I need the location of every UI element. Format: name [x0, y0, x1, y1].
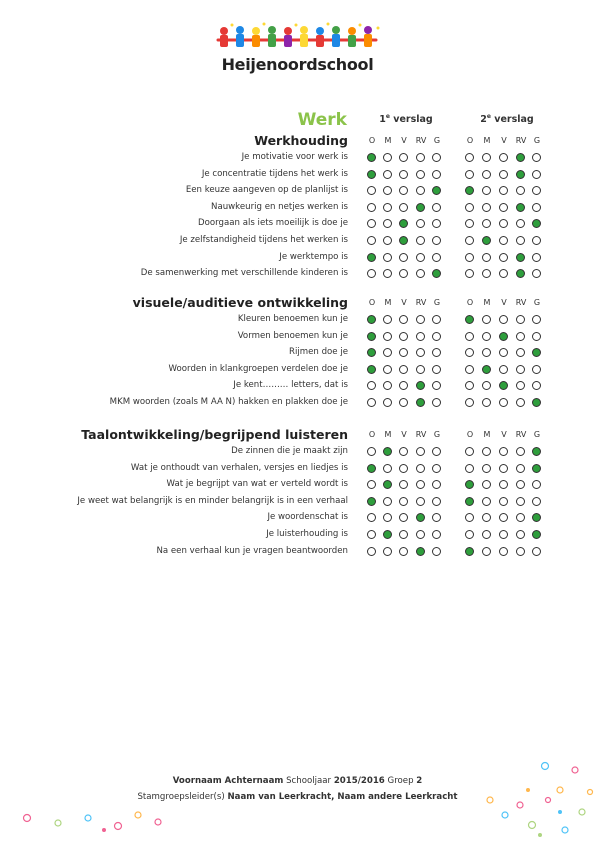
- report-1-rating-radio[interactable]: [416, 332, 425, 341]
- report-2-word: verslag: [490, 114, 534, 126]
- scale-header-1: RV: [415, 298, 427, 307]
- children-holding-hands-icon: [212, 22, 382, 56]
- criterion-label: Je kent……… letters, dat is: [233, 380, 348, 391]
- report-2-rating-radio[interactable]: [482, 513, 491, 522]
- report-2-rating-radio[interactable]: [532, 398, 541, 407]
- report-2-rating-radio[interactable]: [532, 381, 541, 390]
- report-1-word: verslag: [389, 114, 433, 126]
- report-2-rating-radio[interactable]: [482, 464, 491, 473]
- report-2-rating-radio[interactable]: [532, 365, 541, 374]
- report-1-rating-radio[interactable]: [367, 398, 376, 407]
- report-2-rating-radio[interactable]: [532, 464, 541, 473]
- report-2-rating-radio[interactable]: [465, 447, 474, 456]
- scale-header-1: O: [368, 136, 376, 145]
- scale-header-2: O: [466, 430, 474, 439]
- section-title: visuele/auditieve ontwikkeling: [132, 295, 348, 310]
- report-1-rating-radio[interactable]: [399, 186, 408, 195]
- scale-header-2: V: [501, 298, 507, 307]
- report-1-rating-radio[interactable]: [383, 186, 392, 195]
- report-1-rating-radio[interactable]: [367, 513, 376, 522]
- report-2-rating-radio[interactable]: [482, 203, 491, 212]
- report-1-rating-radio[interactable]: [416, 236, 425, 245]
- report-1-rating-radio[interactable]: [416, 497, 425, 506]
- report-1-rating-radio[interactable]: [399, 269, 408, 278]
- report-1-rating-radio[interactable]: [416, 269, 425, 278]
- report-2-rating-radio[interactable]: [482, 381, 491, 390]
- scale-header-1: G: [433, 136, 441, 145]
- report-2-rating-radio[interactable]: [516, 153, 525, 162]
- report-2-rating-radio[interactable]: [532, 513, 541, 522]
- report-1-rating-radio[interactable]: [367, 186, 376, 195]
- report-2-rating-radio[interactable]: [516, 530, 525, 539]
- report-1-rating-radio[interactable]: [367, 332, 376, 341]
- report-1-rating-radio[interactable]: [416, 480, 425, 489]
- report-1-rating-radio[interactable]: [383, 480, 392, 489]
- report-2-rating-radio[interactable]: [482, 236, 491, 245]
- report-1-rating-radio[interactable]: [416, 547, 425, 556]
- report-2-rating-radio[interactable]: [482, 186, 491, 195]
- report-2-rating-radio[interactable]: [516, 219, 525, 228]
- report-1-rating-radio[interactable]: [416, 365, 425, 374]
- criterion-label: Je weet wat belangrijk is en minder belangrijk is in een verhaal: [77, 495, 348, 506]
- report-2-rating-radio[interactable]: [516, 170, 525, 179]
- report-1-rating-radio[interactable]: [416, 398, 425, 407]
- report-2-number: 2: [480, 114, 487, 126]
- report-2-rating-radio[interactable]: [482, 153, 491, 162]
- report-2-rating-radio[interactable]: [532, 153, 541, 162]
- report-1-rating-radio[interactable]: [367, 253, 376, 262]
- scale-header-2: G: [533, 298, 541, 307]
- report-1-rating-radio[interactable]: [367, 348, 376, 357]
- scale-header-1: RV: [415, 136, 427, 145]
- footer-teacher-line: [0, 792, 595, 802]
- criterion-label: Na een verhaal kun je vragen beantwoorden: [156, 545, 348, 556]
- report-1-rating-radio[interactable]: [383, 398, 392, 407]
- report-1-rating-radio[interactable]: [383, 447, 392, 456]
- criterion-label: Je concentratie tijdens het werk is: [201, 168, 348, 179]
- report-2-rating-radio[interactable]: [499, 547, 508, 556]
- report-1-rating-radio[interactable]: [416, 186, 425, 195]
- report-1-rating-radio[interactable]: [432, 497, 441, 506]
- report-1-rating-radio[interactable]: [367, 365, 376, 374]
- report-1-rating-radio[interactable]: [383, 269, 392, 278]
- report-2-rating-radio[interactable]: [532, 236, 541, 245]
- report-2-rating-radio[interactable]: [499, 497, 508, 506]
- report-2-rating-radio[interactable]: [532, 547, 541, 556]
- scale-header-1: G: [433, 298, 441, 307]
- report-2-rating-radio[interactable]: [482, 398, 491, 407]
- report-2-rating-radio[interactable]: [499, 170, 508, 179]
- scale-header-2: RV: [515, 298, 527, 307]
- report-2-suffix: e: [486, 113, 491, 120]
- report-1-rating-radio[interactable]: [416, 315, 425, 324]
- report-1-rating-radio[interactable]: [367, 203, 376, 212]
- report-2-rating-radio[interactable]: [499, 513, 508, 522]
- scale-header-1: V: [401, 430, 407, 439]
- report-1-rating-radio[interactable]: [432, 348, 441, 357]
- report-1-rating-radio[interactable]: [367, 530, 376, 539]
- scale-header-2: V: [501, 136, 507, 145]
- report-2-rating-radio[interactable]: [516, 513, 525, 522]
- report-1-suffix: e: [385, 113, 390, 120]
- criterion-label: Woorden in klankgroepen verdelen doe je: [168, 363, 348, 374]
- report-2-rating-radio[interactable]: [532, 170, 541, 179]
- report-2-rating-radio[interactable]: [465, 480, 474, 489]
- report-2-rating-radio[interactable]: [482, 547, 491, 556]
- report-2-rating-radio[interactable]: [482, 170, 491, 179]
- section-title: Werkhouding: [254, 133, 348, 148]
- report-1-rating-radio[interactable]: [432, 236, 441, 245]
- scale-header-2: G: [533, 430, 541, 439]
- report-2-rating-radio[interactable]: [499, 480, 508, 489]
- report-2-rating-radio[interactable]: [482, 365, 491, 374]
- report-1-rating-radio[interactable]: [383, 332, 392, 341]
- report-1-rating-radio[interactable]: [399, 513, 408, 522]
- report-1-rating-radio[interactable]: [432, 381, 441, 390]
- group-label: Groep: [384, 776, 417, 786]
- report-2-rating-radio[interactable]: [465, 332, 474, 341]
- school-year-label: Schooljaar: [283, 776, 334, 786]
- report-2-rating-radio[interactable]: [532, 269, 541, 278]
- scale-header-1: G: [433, 430, 441, 439]
- report-2-rating-radio[interactable]: [499, 219, 508, 228]
- report-2-rating-radio[interactable]: [499, 530, 508, 539]
- school-name: Heijenoordschool: [221, 55, 374, 74]
- report-2-rating-radio[interactable]: [465, 547, 474, 556]
- scale-header-2: RV: [515, 136, 527, 145]
- report-1-rating-radio[interactable]: [367, 170, 376, 179]
- scale-header-2: M: [483, 136, 491, 145]
- footer-student-line: [0, 776, 595, 786]
- student-name: Voornaam Achternaam: [172, 776, 284, 786]
- report-2-rating-radio[interactable]: [499, 253, 508, 262]
- report-2-rating-radio[interactable]: [499, 381, 508, 390]
- report-2-rating-radio[interactable]: [499, 447, 508, 456]
- report-2-rating-radio[interactable]: [482, 447, 491, 456]
- report-1-rating-radio[interactable]: [416, 348, 425, 357]
- report-2-rating-radio[interactable]: [516, 381, 525, 390]
- criterion-label: Doorgaan als iets moeilijk is doe je: [198, 218, 348, 229]
- report-1-rating-radio[interactable]: [383, 153, 392, 162]
- report-1-rating-radio[interactable]: [383, 464, 392, 473]
- report-2-rating-radio[interactable]: [516, 203, 525, 212]
- criterion-label: Wat je begrijpt van wat er verteld wordt is: [166, 479, 348, 490]
- report-1-rating-radio[interactable]: [432, 464, 441, 473]
- report-2-rating-radio[interactable]: [482, 480, 491, 489]
- report-1-rating-radio[interactable]: [383, 315, 392, 324]
- report-2-rating-radio[interactable]: [499, 348, 508, 357]
- scale-header-2: RV: [515, 430, 527, 439]
- report-2-rating-radio[interactable]: [465, 203, 474, 212]
- report-1-header: [366, 113, 446, 125]
- report-2-rating-radio[interactable]: [516, 365, 525, 374]
- criterion-label: Nauwkeurig en netjes werken is: [211, 201, 348, 212]
- report-2-rating-radio[interactable]: [465, 497, 474, 506]
- report-1-rating-radio[interactable]: [432, 447, 441, 456]
- report-1-rating-radio[interactable]: [367, 315, 376, 324]
- report-1-rating-radio[interactable]: [399, 547, 408, 556]
- criterion-label: Wat je onthoudt van verhalen, versjes en liedjes is: [130, 462, 348, 473]
- scale-header-1: M: [384, 430, 392, 439]
- report-2-rating-radio[interactable]: [499, 332, 508, 341]
- criterion-label: Vormen benoemen kun je: [237, 330, 348, 341]
- criterion-label: Je motivatie voor werk is: [241, 152, 348, 162]
- report-2-rating-radio[interactable]: [516, 497, 525, 506]
- report-2-rating-radio[interactable]: [465, 236, 474, 245]
- report-1-rating-radio[interactable]: [432, 203, 441, 212]
- scale-header-2: G: [533, 136, 541, 145]
- report-2-rating-radio[interactable]: [465, 513, 474, 522]
- report-1-rating-radio[interactable]: [367, 497, 376, 506]
- report-2-rating-radio[interactable]: [482, 315, 491, 324]
- report-1-rating-radio[interactable]: [367, 153, 376, 162]
- report-1-rating-radio[interactable]: [399, 464, 408, 473]
- criterion-label: De samenwerking met verschillende kinderen is: [140, 268, 348, 279]
- report-2-rating-radio[interactable]: [516, 398, 525, 407]
- report-2-rating-radio[interactable]: [482, 530, 491, 539]
- report-1-rating-radio[interactable]: [416, 153, 425, 162]
- report-1-rating-radio[interactable]: [399, 203, 408, 212]
- report-1-rating-radio[interactable]: [383, 170, 392, 179]
- report-1-rating-radio[interactable]: [432, 153, 441, 162]
- report-1-rating-radio[interactable]: [432, 365, 441, 374]
- report-2-rating-radio[interactable]: [465, 170, 474, 179]
- report-2-rating-radio[interactable]: [532, 332, 541, 341]
- report-1-rating-radio[interactable]: [383, 547, 392, 556]
- report-2-rating-radio[interactable]: [532, 253, 541, 262]
- report-1-rating-radio[interactable]: [367, 381, 376, 390]
- scale-header-1: M: [384, 136, 392, 145]
- report-1-rating-radio[interactable]: [416, 464, 425, 473]
- criterion-label: MKM woorden (zoals M AA N) hakken en plakken doe je: [109, 397, 348, 407]
- report-1-rating-radio[interactable]: [432, 513, 441, 522]
- criterion-label: Kleuren benoemen kun je: [237, 314, 348, 324]
- report-2-rating-radio[interactable]: [532, 219, 541, 228]
- report-1-rating-radio[interactable]: [432, 186, 441, 195]
- report-1-rating-radio[interactable]: [432, 332, 441, 341]
- section-title: Taalontwikkeling/begrijpend luisteren: [81, 427, 348, 442]
- report-1-rating-radio[interactable]: [416, 203, 425, 212]
- report-1-rating-radio[interactable]: [367, 269, 376, 278]
- report-2-rating-radio[interactable]: [499, 398, 508, 407]
- report-1-rating-radio[interactable]: [383, 219, 392, 228]
- report-2-rating-radio[interactable]: [482, 497, 491, 506]
- scale-header-2: V: [501, 430, 507, 439]
- report-1-rating-radio[interactable]: [432, 253, 441, 262]
- report-1-rating-radio[interactable]: [383, 530, 392, 539]
- scale-header-1: V: [401, 298, 407, 307]
- report-1-number: 1: [379, 114, 386, 126]
- scale-header-1: RV: [415, 430, 427, 439]
- criterion-label: Een keuze aangeven op de planlijst is: [185, 185, 348, 196]
- criterion-label: Je luisterhouding is: [266, 529, 348, 539]
- report-1-rating-radio[interactable]: [383, 497, 392, 506]
- scale-header-2: M: [483, 430, 491, 439]
- report-2-rating-radio[interactable]: [516, 236, 525, 245]
- report-2-rating-radio[interactable]: [532, 447, 541, 456]
- report-1-rating-radio[interactable]: [416, 513, 425, 522]
- report-2-rating-radio[interactable]: [499, 153, 508, 162]
- report-2-header: [467, 113, 547, 125]
- report-2-rating-radio[interactable]: [516, 332, 525, 341]
- report-2-rating-radio[interactable]: [532, 186, 541, 195]
- report-1-rating-radio[interactable]: [399, 447, 408, 456]
- report-2-rating-radio[interactable]: [482, 253, 491, 262]
- report-1-rating-radio[interactable]: [432, 480, 441, 489]
- report-2-rating-radio[interactable]: [465, 153, 474, 162]
- teachers-label: Stamgroepsleider(s): [137, 792, 228, 802]
- scale-header-2: M: [483, 298, 491, 307]
- report-1-rating-radio[interactable]: [399, 480, 408, 489]
- report-2-rating-radio[interactable]: [532, 480, 541, 489]
- report-1-rating-radio[interactable]: [383, 348, 392, 357]
- report-2-rating-radio[interactable]: [532, 315, 541, 324]
- report-2-rating-radio[interactable]: [465, 530, 474, 539]
- report-1-rating-radio[interactable]: [416, 530, 425, 539]
- report-2-rating-radio[interactable]: [499, 269, 508, 278]
- report-1-rating-radio[interactable]: [367, 447, 376, 456]
- report-1-rating-radio[interactable]: [432, 219, 441, 228]
- report-1-rating-radio[interactable]: [367, 219, 376, 228]
- report-1-rating-radio[interactable]: [432, 398, 441, 407]
- report-1-rating-radio[interactable]: [383, 236, 392, 245]
- report-1-rating-radio[interactable]: [416, 381, 425, 390]
- report-1-rating-radio[interactable]: [416, 253, 425, 262]
- report-2-rating-radio[interactable]: [516, 186, 525, 195]
- report-1-rating-radio[interactable]: [367, 236, 376, 245]
- report-2-rating-radio[interactable]: [532, 497, 541, 506]
- report-1-rating-radio[interactable]: [399, 170, 408, 179]
- report-2-rating-radio[interactable]: [465, 253, 474, 262]
- report-1-rating-radio[interactable]: [416, 170, 425, 179]
- report-2-rating-radio[interactable]: [482, 219, 491, 228]
- report-1-rating-radio[interactable]: [432, 170, 441, 179]
- report-1-rating-radio[interactable]: [399, 332, 408, 341]
- report-2-rating-radio[interactable]: [499, 365, 508, 374]
- report-2-rating-radio[interactable]: [516, 348, 525, 357]
- report-2-rating-radio[interactable]: [516, 464, 525, 473]
- report-2-rating-radio[interactable]: [465, 464, 474, 473]
- report-2-rating-radio[interactable]: [532, 203, 541, 212]
- report-2-rating-radio[interactable]: [482, 332, 491, 341]
- criterion-label: Je woordenschat is: [267, 512, 348, 523]
- scale-header-1: O: [368, 298, 376, 307]
- report-2-rating-radio[interactable]: [482, 269, 491, 278]
- scale-header-2: O: [466, 136, 474, 145]
- criterion-label: Rijmen doe je: [289, 347, 348, 358]
- report-1-rating-radio[interactable]: [399, 348, 408, 357]
- scale-header-1: V: [401, 136, 407, 145]
- report-2-rating-radio[interactable]: [499, 186, 508, 195]
- report-1-rating-radio[interactable]: [399, 530, 408, 539]
- report-1-rating-radio[interactable]: [383, 513, 392, 522]
- report-2-rating-radio[interactable]: [465, 348, 474, 357]
- report-2-rating-radio[interactable]: [499, 315, 508, 324]
- report-1-rating-radio[interactable]: [416, 447, 425, 456]
- criterion-label: Je zelfstandigheid tijdens het werken is: [179, 235, 348, 245]
- report-1-rating-radio[interactable]: [432, 530, 441, 539]
- report-1-rating-radio[interactable]: [399, 236, 408, 245]
- report-1-rating-radio[interactable]: [399, 315, 408, 324]
- report-1-rating-radio[interactable]: [432, 315, 441, 324]
- group-number: 2: [416, 776, 423, 786]
- report-2-rating-radio[interactable]: [465, 186, 474, 195]
- report-2-rating-radio[interactable]: [516, 447, 525, 456]
- report-1-rating-radio[interactable]: [399, 497, 408, 506]
- report-2-rating-radio[interactable]: [516, 269, 525, 278]
- report-2-rating-radio[interactable]: [516, 547, 525, 556]
- report-2-rating-radio[interactable]: [516, 253, 525, 262]
- report-2-rating-radio[interactable]: [532, 348, 541, 357]
- scale-header-1: M: [384, 298, 392, 307]
- report-2-rating-radio[interactable]: [482, 348, 491, 357]
- report-2-rating-radio[interactable]: [465, 315, 474, 324]
- report-1-rating-radio[interactable]: [399, 253, 408, 262]
- report-2-rating-radio[interactable]: [499, 236, 508, 245]
- report-1-rating-radio[interactable]: [432, 269, 441, 278]
- report-2-rating-radio[interactable]: [516, 315, 525, 324]
- report-2-rating-radio[interactable]: [499, 203, 508, 212]
- criterion-label: Je werktempo is: [279, 251, 348, 262]
- report-1-rating-radio[interactable]: [399, 398, 408, 407]
- report-1-rating-radio[interactable]: [399, 219, 408, 228]
- scale-header-1: O: [368, 430, 376, 439]
- report-1-rating-radio[interactable]: [367, 464, 376, 473]
- report-2-rating-radio[interactable]: [532, 530, 541, 539]
- report-1-rating-radio[interactable]: [383, 203, 392, 212]
- report-1-rating-radio[interactable]: [383, 253, 392, 262]
- school-year: 2015/2016: [333, 776, 385, 786]
- teacher-names: Naam van Leerkracht, Naam andere Leerkracht: [227, 792, 458, 802]
- report-2-rating-radio[interactable]: [465, 381, 474, 390]
- report-2-rating-radio[interactable]: [465, 365, 474, 374]
- report-1-rating-radio[interactable]: [367, 480, 376, 489]
- criterion-label: De zinnen die je maakt zijn: [231, 446, 348, 456]
- report-1-rating-radio[interactable]: [383, 381, 392, 390]
- report-1-rating-radio[interactable]: [399, 153, 408, 162]
- report-1-rating-radio[interactable]: [367, 547, 376, 556]
- report-1-rating-radio[interactable]: [416, 219, 425, 228]
- report-2-rating-radio[interactable]: [465, 269, 474, 278]
- report-1-rating-radio[interactable]: [399, 365, 408, 374]
- report-2-rating-radio[interactable]: [516, 480, 525, 489]
- report-2-rating-radio[interactable]: [465, 398, 474, 407]
- report-1-rating-radio[interactable]: [432, 547, 441, 556]
- page-title: Werk: [297, 110, 347, 130]
- report-2-rating-radio[interactable]: [499, 464, 508, 473]
- report-1-rating-radio[interactable]: [399, 381, 408, 390]
- report-1-rating-radio[interactable]: [383, 365, 392, 374]
- report-2-rating-radio[interactable]: [465, 219, 474, 228]
- scale-header-2: O: [466, 298, 474, 307]
